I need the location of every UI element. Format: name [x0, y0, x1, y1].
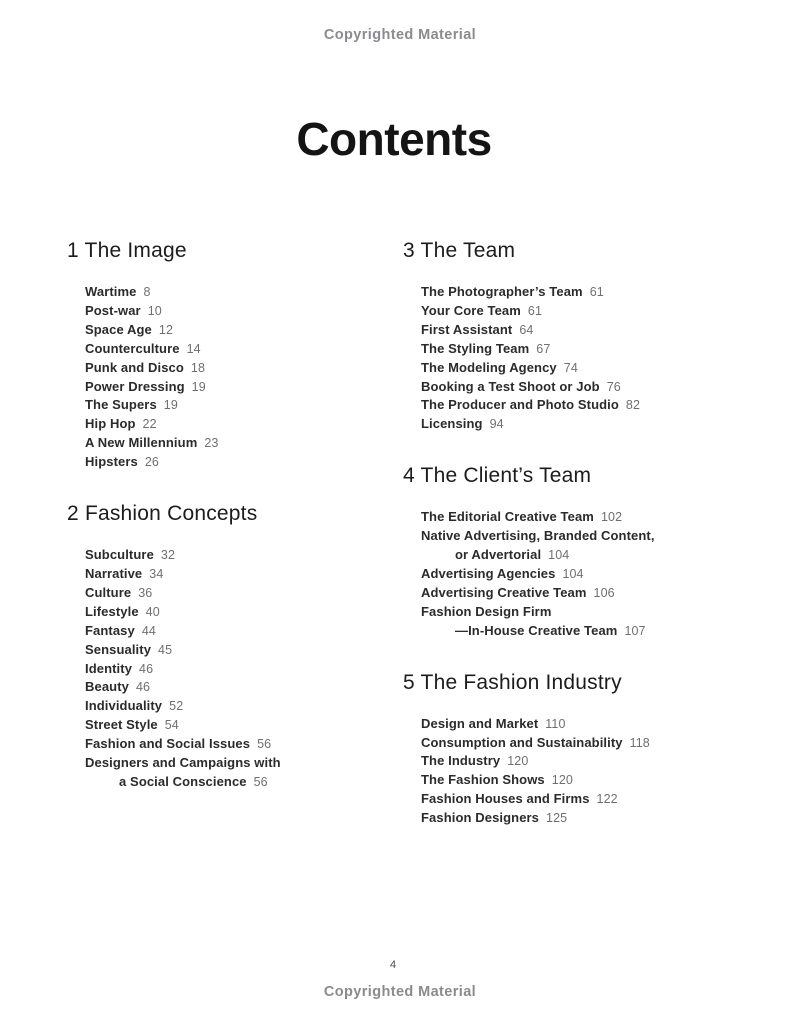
toc-entry — [85, 340, 397, 359]
entry-title: Street Style — [85, 717, 158, 733]
entry-title: Sensuality — [85, 641, 152, 657]
entry-title: Punk and Disco — [85, 359, 184, 375]
entry-title: The Photographer’s Team — [421, 284, 583, 299]
entry-page-number: 14 — [186, 341, 201, 356]
entry-page-number: 94 — [489, 417, 504, 432]
entry-title: Lifestyle — [85, 603, 139, 619]
section-number: 5 — [403, 670, 415, 694]
entry-page-number: 8 — [143, 285, 151, 299]
entry-page-number: 67 — [536, 341, 551, 356]
entry-page-number: 12 — [158, 322, 173, 337]
entry-title: —In-House Creative Team — [455, 622, 618, 638]
entry-page-number: 106 — [593, 585, 615, 600]
entry-title: Narrative — [85, 565, 143, 581]
toc-entry — [85, 453, 397, 472]
entry-page-number: 102 — [600, 510, 623, 525]
toc-entry — [421, 565, 753, 584]
entry-page-number: 19 — [191, 379, 206, 394]
entry-page-number: 19 — [163, 398, 178, 413]
toc-entry — [421, 283, 753, 302]
toc-entry — [85, 678, 397, 697]
toc-entry — [85, 378, 397, 397]
section-title: The Client’s Team — [420, 464, 592, 488]
toc-entry — [421, 734, 753, 753]
entry-title: A New Millennium — [85, 435, 198, 451]
entry-page-number: 46 — [135, 680, 151, 695]
folio-page-number: 4 — [389, 959, 397, 971]
toc-entry — [421, 584, 753, 603]
entry-title: Your Core Team — [421, 302, 521, 318]
toc-entry — [85, 641, 397, 660]
entry-title: The Supers — [85, 397, 157, 413]
entry-title: Beauty — [85, 679, 129, 695]
toc-entry — [85, 584, 397, 603]
section-entries — [85, 546, 397, 792]
entry-title: Designers and Campaigns with — [85, 755, 281, 771]
entry-title: Consumption and Sustainability — [421, 734, 623, 750]
entry-title: Fashion Designers — [421, 810, 540, 826]
entry-page-number: 56 — [253, 774, 268, 789]
entry-title: The Industry — [421, 753, 501, 769]
section-title: Fashion Concepts — [84, 502, 258, 526]
section-number: 1 — [67, 239, 79, 262]
entry-title: The Editorial Creative Team — [421, 509, 594, 525]
toc-section — [403, 672, 753, 828]
entry-page-number: 22 — [142, 417, 157, 432]
entry-page-number: 118 — [629, 735, 650, 750]
toc-entry — [85, 359, 397, 378]
entry-title: Power Dressing — [85, 378, 185, 394]
toc-entry — [85, 622, 397, 641]
toc-entry — [85, 697, 397, 716]
section-number: 2 — [67, 502, 79, 526]
toc-entry — [85, 396, 397, 415]
copyright-notice-top: Copyrighted Material — [323, 27, 477, 43]
section-heading — [403, 672, 753, 694]
section-entries — [421, 508, 753, 640]
toc-entry — [421, 321, 753, 340]
entry-title: Fashion Design Firm — [421, 603, 552, 619]
toc-entry — [85, 773, 397, 792]
entry-title: The Styling Team — [421, 340, 530, 356]
entry-title: Culture — [85, 584, 132, 600]
entry-page-number: 76 — [606, 379, 621, 394]
entry-title: Design and Market — [421, 715, 539, 731]
toc-entry — [85, 546, 397, 565]
toc-entry — [421, 359, 753, 378]
toc-section — [403, 465, 753, 640]
section-title: The Team — [420, 239, 516, 262]
entry-page-number: 36 — [138, 585, 153, 600]
toc-entry — [421, 771, 753, 790]
section-entries — [85, 283, 397, 472]
toc-entry — [421, 508, 753, 527]
toc-entry — [85, 735, 397, 754]
toc-entry — [85, 603, 397, 622]
entry-title: Identity — [85, 660, 133, 676]
section-number: 4 — [403, 464, 415, 488]
entry-page-number: 104 — [562, 566, 584, 581]
section-entries — [421, 715, 753, 828]
entry-title: Licensing — [421, 416, 483, 432]
toc-entry — [421, 715, 753, 734]
entry-title: Subculture — [85, 547, 154, 563]
entry-page-number: 45 — [158, 642, 173, 657]
entry-page-number: 40 — [145, 604, 160, 619]
toc-entry — [85, 660, 397, 679]
entry-page-number: 107 — [624, 623, 646, 638]
entry-page-number: 104 — [548, 548, 570, 563]
toc-entry — [421, 527, 753, 546]
section-heading — [403, 465, 753, 487]
entry-title: Fashion Houses and Firms — [421, 791, 590, 807]
toc-entry — [421, 622, 753, 641]
toc-entry — [421, 790, 753, 809]
toc-entry — [421, 752, 753, 771]
entry-page-number: 44 — [141, 623, 156, 638]
entry-title: Hip Hop — [85, 416, 136, 432]
entry-title: First Assistant — [421, 321, 513, 337]
entry-page-number: 64 — [519, 322, 534, 337]
toc-entry — [85, 415, 397, 434]
entry-page-number: 120 — [507, 754, 529, 769]
entry-title: Space Age — [85, 321, 152, 337]
toc-entry — [421, 415, 753, 434]
entry-page-number: 32 — [160, 548, 176, 563]
entry-page-number: 122 — [596, 792, 618, 807]
entry-page-number: 46 — [139, 661, 154, 676]
section-title: The Fashion Industry — [420, 670, 622, 694]
toc-entry — [85, 716, 397, 735]
entry-title: Fantasy — [85, 622, 135, 638]
entry-title: Individuality — [85, 698, 163, 714]
entry-title: Booking a Test Shoot or Job — [421, 378, 600, 394]
toc-entry — [85, 321, 397, 340]
toc-section — [67, 240, 397, 472]
entry-page-number: 34 — [149, 566, 164, 581]
toc-right-column — [403, 240, 753, 828]
entry-title: Fashion and Social Issues — [85, 736, 251, 752]
toc-entry — [421, 546, 753, 565]
entry-title: a Social Conscience — [119, 773, 247, 789]
toc-entry — [85, 434, 397, 453]
toc-entry — [421, 809, 753, 828]
toc-entry — [85, 754, 397, 773]
entry-title: Post-war — [85, 302, 141, 318]
toc-entry — [421, 378, 753, 397]
entry-title: Advertising Creative Team — [421, 584, 587, 600]
toc-section — [67, 503, 397, 792]
section-heading — [67, 503, 397, 525]
section-entries — [421, 283, 753, 434]
toc-section — [403, 240, 753, 434]
entry-title: The Fashion Shows — [421, 772, 545, 788]
section-number: 3 — [403, 239, 415, 262]
section-heading — [403, 240, 753, 262]
entry-title: Advertising Agencies — [421, 565, 556, 581]
copyright-notice-bottom: Copyrighted Material — [323, 984, 477, 1000]
entry-title: The Producer and Photo Studio — [421, 397, 619, 413]
entry-page-number: 74 — [563, 360, 578, 375]
entry-page-number: 61 — [589, 285, 604, 299]
entry-page-number: 52 — [169, 699, 184, 714]
entry-page-number: 10 — [147, 303, 162, 318]
entry-page-number: 110 — [545, 716, 566, 731]
entry-page-number: 120 — [551, 773, 573, 788]
section-title: The Image — [84, 239, 187, 262]
entry-title: The Modeling Agency — [421, 359, 557, 375]
toc-left-column — [67, 240, 397, 792]
entry-page-number: 61 — [527, 303, 542, 318]
entry-title: Hipsters — [85, 454, 138, 470]
entry-page-number: 82 — [625, 398, 641, 413]
toc-entry — [421, 302, 753, 321]
toc-entry — [85, 302, 397, 321]
entry-title: Wartime — [85, 284, 137, 299]
toc-entry — [421, 396, 753, 415]
entry-page-number: 18 — [190, 360, 206, 375]
entry-title: Native Advertising, Branded Content, — [421, 528, 655, 544]
entry-title: or Advertorial — [455, 547, 542, 563]
toc-entry — [421, 340, 753, 359]
page-title: Contents — [296, 113, 492, 165]
toc-entry — [85, 283, 397, 302]
entry-page-number: 56 — [257, 737, 272, 752]
entry-title: Counterculture — [85, 340, 180, 356]
entry-page-number: 54 — [164, 718, 179, 733]
section-heading — [67, 240, 397, 262]
toc-entry — [421, 603, 753, 622]
toc-entry — [85, 565, 397, 584]
entry-page-number: 125 — [546, 811, 568, 826]
entry-page-number: 26 — [144, 455, 159, 470]
entry-page-number: 23 — [204, 436, 219, 451]
